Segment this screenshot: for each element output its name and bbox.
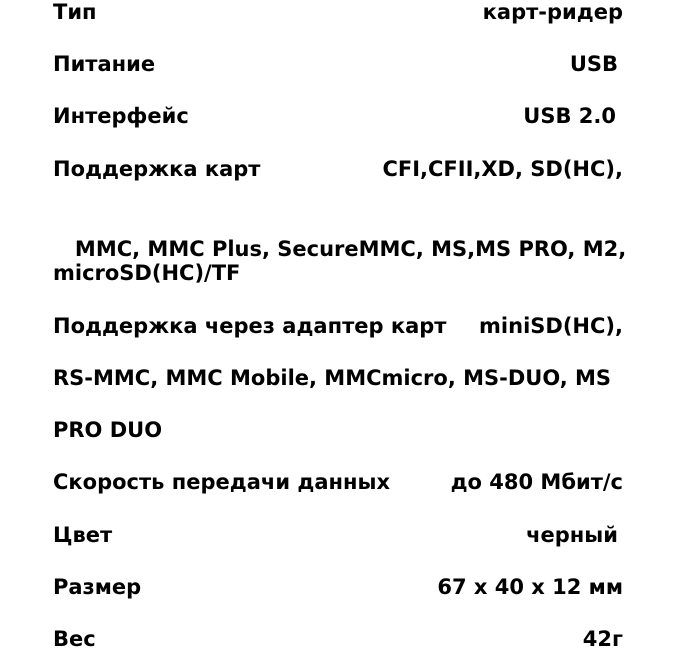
spec-row-size [53, 573, 623, 601]
spec-row-weight [53, 625, 623, 653]
spec-value: 67 x 40 x 12 мм [437, 575, 623, 599]
spec-continuation-line [53, 259, 623, 287]
spec-row-power [53, 50, 623, 78]
spec-value-continued: RS-MMC, MMC Mobile, MMCmicro, MS-DUO, MS [53, 366, 612, 390]
spec-label: Вес [53, 627, 96, 651]
spec-row-color [53, 521, 623, 549]
spec-label: Питание [53, 52, 156, 76]
spec-label: Скорость передачи данных [53, 470, 391, 494]
spec-label: Интерфейс [53, 104, 189, 128]
spec-continuation-line [53, 207, 627, 261]
spec-value-continued: MMC, MMC Plus, SecureMMC, MS,MS PRO, M2, [67, 237, 627, 261]
spec-label: Тип [53, 0, 97, 24]
spec-value: USB [569, 52, 618, 76]
spec-row-interface [53, 102, 623, 130]
spec-label: Цвет [53, 523, 113, 547]
spec-continuation-line [53, 416, 623, 444]
spec-value-continued: PRO DUO [53, 418, 163, 442]
spec-value: до 480 Мбит/с [450, 470, 623, 494]
spec-label: Поддержка через адаптер карт [53, 314, 447, 338]
spec-value: 42г [582, 627, 623, 651]
spec-value: черный [526, 523, 618, 547]
spec-value: miniSD(HC), [479, 314, 623, 338]
spec-row-type [53, 0, 623, 26]
spec-label: Поддержка карт [53, 157, 261, 181]
spec-row-card-support [53, 155, 623, 183]
spec-value: USB 2.0 [523, 104, 616, 128]
spec-value: карт-ридер [482, 0, 623, 24]
spec-value: CFI,CFII,XD, SD(HC), [382, 157, 623, 181]
spec-value-continued: microSD(HC)/TF [53, 261, 241, 285]
spec-label: Размер [53, 575, 142, 599]
spec-continuation-line [53, 364, 623, 392]
spec-row-adapter-support [53, 312, 623, 340]
spec-row-speed [53, 468, 623, 496]
